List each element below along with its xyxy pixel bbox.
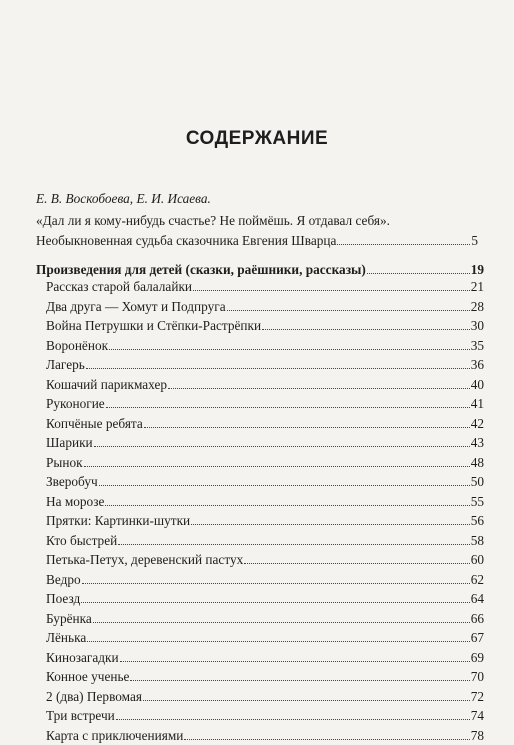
toc-entry-title: Зверобуч — [46, 474, 98, 489]
toc-entry-page: 64 — [470, 591, 484, 606]
toc-entry — [46, 727, 484, 745]
toc-entry-page: 28 — [470, 298, 484, 314]
leader-dots — [116, 709, 470, 720]
leader-dots — [106, 397, 470, 408]
leader-dots — [105, 495, 469, 506]
leader-dots — [81, 592, 469, 603]
toc-entry-page: 66 — [470, 610, 484, 626]
leader-dots — [143, 690, 470, 701]
toc-entry-title: Лагерь — [46, 357, 85, 372]
toc-entry-page: 40 — [470, 376, 484, 392]
toc-entry-title: Война Петрушки и Стёпки-Растрёпки — [46, 318, 262, 333]
toc-entry — [46, 356, 484, 374]
toc-entry-title: Петька-Петух, деревенский пастух — [46, 552, 244, 567]
toc-entry-title: Необыкновенная судьба сказочника Евгения Шварца — [36, 233, 337, 248]
toc-entry — [46, 434, 484, 452]
leader-dots — [262, 319, 470, 330]
toc-entry-page: 69 — [470, 649, 484, 665]
toc-entry-title: Кинозагадки — [46, 649, 119, 665]
toc-entry-page: 48 — [470, 454, 484, 470]
toc-entry — [46, 629, 484, 647]
toc-entry-title: Конное ученье — [46, 669, 130, 684]
toc-entry-page: 43 — [470, 435, 484, 450]
leader-dots — [118, 534, 469, 545]
leader-dots — [184, 729, 469, 740]
leader-dots — [227, 300, 470, 311]
section-title: Произведения для детей (сказки, раёшники, рассказы) — [36, 262, 366, 277]
toc-entry-title: Копчёные ребята — [46, 415, 143, 431]
toc-entry — [46, 454, 484, 472]
toc-entry — [46, 317, 484, 335]
toc-entry-page: 5 — [471, 233, 478, 248]
leader-dots — [337, 234, 470, 245]
toc-entry-title: Бурёнка — [46, 610, 92, 626]
leader-dots — [93, 612, 470, 623]
leader-dots — [87, 631, 469, 642]
toc-entry — [46, 551, 484, 569]
toc-entry — [46, 571, 484, 589]
toc-entry-title: Рынок — [46, 454, 83, 470]
toc-entry-page: 42 — [470, 415, 484, 431]
leader-dots — [130, 670, 469, 681]
toc-entry-title: Три встречи — [46, 708, 115, 723]
toc-entry-title: Кошачий парикмахер — [46, 376, 168, 392]
toc-entry — [46, 610, 484, 628]
toc-entry-title: Руконогие — [46, 396, 105, 411]
toc-entry-page: 50 — [470, 474, 484, 489]
toc-entry — [46, 473, 484, 491]
toc-entry — [46, 298, 484, 316]
toc-section-heading — [36, 261, 484, 279]
toc-entry-page: 30 — [470, 318, 484, 333]
toc-entry-title: Ведро — [46, 571, 81, 587]
toc-entry — [46, 590, 484, 608]
page-title: СОДЕРЖАНИЕ — [185, 128, 329, 149]
toc-entry — [46, 415, 484, 433]
leader-dots — [168, 378, 470, 389]
leader-dots — [109, 339, 470, 350]
toc-entry — [46, 707, 484, 725]
leader-dots — [84, 456, 470, 467]
toc-entry-title: На морозе — [46, 493, 105, 509]
leader-dots — [86, 358, 470, 369]
intro-authors: Е. В. Воскобоева, Е. И. Исаева. — [36, 191, 211, 206]
toc-intro-entry — [36, 232, 478, 250]
toc-entry-title: Поезд — [46, 591, 81, 606]
toc-entry — [46, 278, 484, 296]
toc-entry-page: 35 — [470, 337, 484, 353]
leader-dots — [244, 553, 469, 564]
toc-entry — [46, 649, 484, 667]
toc-entry-title: Прятки: Картинки-шутки — [46, 513, 191, 528]
toc-entry-page: 36 — [470, 357, 484, 372]
toc-entry-title: Два друга — Хомут и Подпруга — [46, 298, 226, 314]
intro-quote: «Дал ли я кому-нибудь счастье? Не поймёшь. Я отдавал себя». — [36, 213, 390, 228]
toc-entry-page: 74 — [470, 708, 484, 723]
toc-entry-page: 55 — [470, 493, 484, 509]
toc-entry-page: 56 — [470, 513, 484, 528]
toc-entry-page: 21 — [470, 279, 484, 294]
toc-entry-page: 60 — [470, 552, 484, 567]
toc-entry-page: 62 — [470, 571, 484, 587]
toc-entry — [46, 395, 484, 413]
toc-entry-title: Карта с приключениями — [46, 727, 184, 743]
toc-entry — [46, 376, 484, 394]
section-page: 19 — [470, 262, 484, 277]
leader-dots — [144, 417, 470, 428]
toc-entry-title: Воронёнок — [46, 337, 109, 353]
leader-dots — [94, 436, 470, 447]
toc-entry — [46, 668, 484, 686]
toc-entry-page: 78 — [470, 727, 484, 743]
toc-entry-title: Лёнька — [46, 630, 87, 645]
leader-dots — [99, 475, 470, 486]
toc-entry-page: 41 — [470, 396, 484, 411]
toc-entry — [46, 688, 484, 706]
toc-entry — [46, 493, 484, 511]
toc-entry-title: Кто быстрей — [46, 532, 118, 548]
leader-dots — [120, 651, 470, 662]
leader-dots — [191, 514, 470, 525]
toc-entry-page: 72 — [470, 688, 484, 704]
toc-entry — [46, 337, 484, 355]
toc-entry-page: 58 — [470, 532, 484, 548]
toc-entry — [46, 532, 484, 550]
toc-entry — [46, 512, 484, 530]
toc-entry-page: 67 — [470, 630, 484, 645]
toc-entry-page: 70 — [470, 669, 484, 684]
leader-dots — [367, 263, 470, 274]
leader-dots — [193, 280, 470, 291]
toc-entry-title: 2 (два) Первомая — [46, 688, 142, 704]
leader-dots — [82, 573, 470, 584]
toc-entry-title: Шарики — [46, 435, 93, 450]
toc-entry-title: Рассказ старой балалайки — [46, 279, 193, 294]
